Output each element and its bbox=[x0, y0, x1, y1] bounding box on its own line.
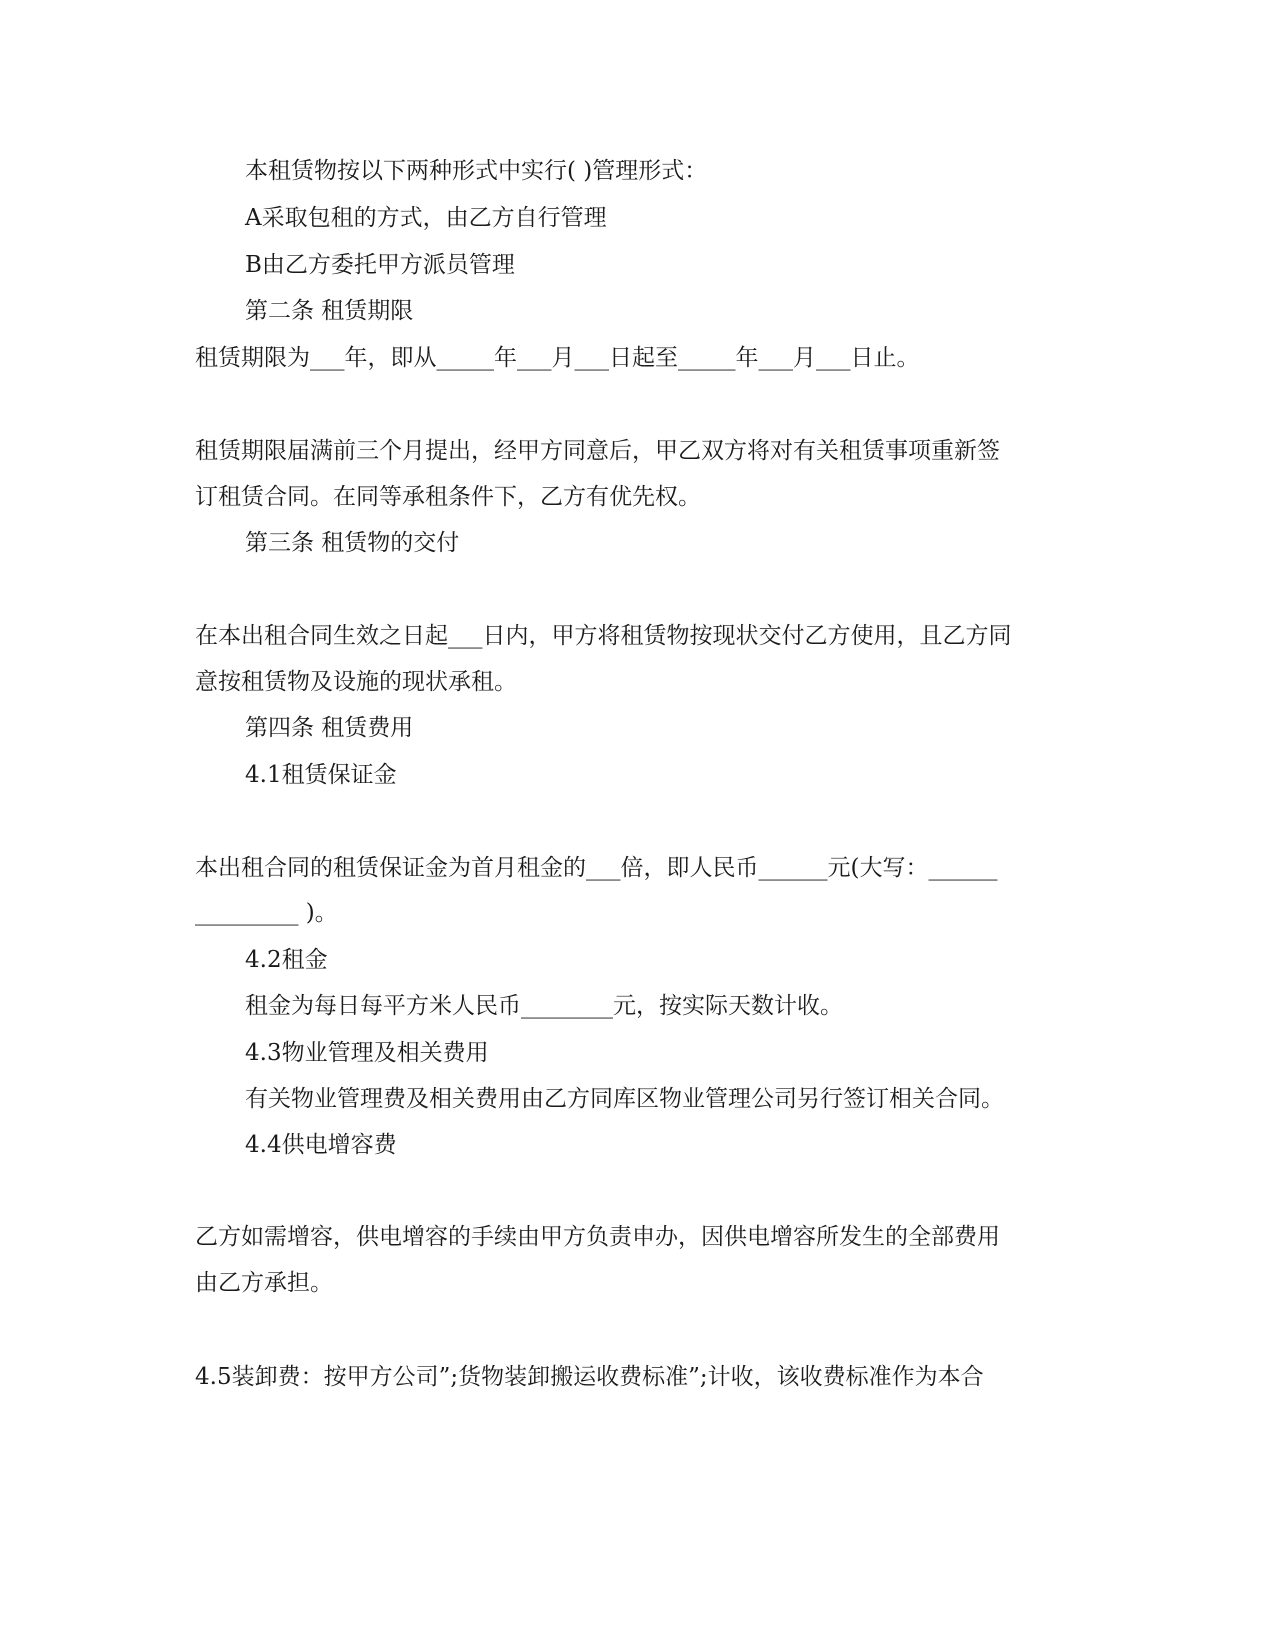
text-line: 本租赁物按以下两种形式中实行( )管理形式： bbox=[245, 158, 708, 184]
subsection-heading: 4.3物业管理及相关费用 bbox=[245, 1040, 489, 1066]
text-line: 订租赁合同。在同等承租条件下，乙方有优先权。 bbox=[195, 484, 701, 510]
text-line: 租金为每日每平方米人民币________元，按实际天数计收。 bbox=[245, 993, 843, 1019]
subsection-heading: 4.4供电增容费 bbox=[245, 1132, 397, 1158]
text-line: _________ )。 bbox=[195, 900, 338, 926]
text-line: 租赁期限为___年，即从_____年___月___日起至_____年___月___日止。 bbox=[195, 345, 920, 371]
text-line: B由乙方委托甲方派员管理 bbox=[245, 252, 515, 278]
text-line: 有关物业管理费及相关费用由乙方同库区物业管理公司另行签订相关合同。 bbox=[245, 1086, 1004, 1112]
text-line: 本出租合同的租赁保证金为首月租金的___倍，即人民币______元(大写：______ bbox=[195, 855, 998, 881]
text-line: A采取包租的方式，由乙方自行管理 bbox=[245, 205, 607, 231]
subsection-heading: 4.1租赁保证金 bbox=[245, 762, 397, 788]
section-heading: 第二条 租赁期限 bbox=[245, 298, 414, 324]
text-line: 乙方如需增容，供电增容的手续由甲方负责申办，因供电增容所发生的全部费用 bbox=[195, 1224, 1000, 1250]
text-line: 4.5装卸费：按甲方公司”;货物装卸搬运收费标准”;计收，该收费标准作为本合 bbox=[195, 1364, 984, 1390]
text-line: 意按租赁物及设施的现状承租。 bbox=[195, 669, 517, 695]
section-heading: 第三条 租赁物的交付 bbox=[245, 530, 460, 556]
section-heading: 第四条 租赁费用 bbox=[245, 715, 414, 741]
text-line: 租赁期限届满前三个月提出，经甲方同意后，甲乙双方将对有关租赁事项重新签 bbox=[195, 438, 1000, 464]
text-line: 由乙方承担。 bbox=[195, 1270, 333, 1296]
subsection-heading: 4.2租金 bbox=[245, 947, 328, 973]
text-line: 在本出租合同生效之日起___日内，甲方将租赁物按现状交付乙方使用，且乙方同 bbox=[195, 623, 1012, 649]
